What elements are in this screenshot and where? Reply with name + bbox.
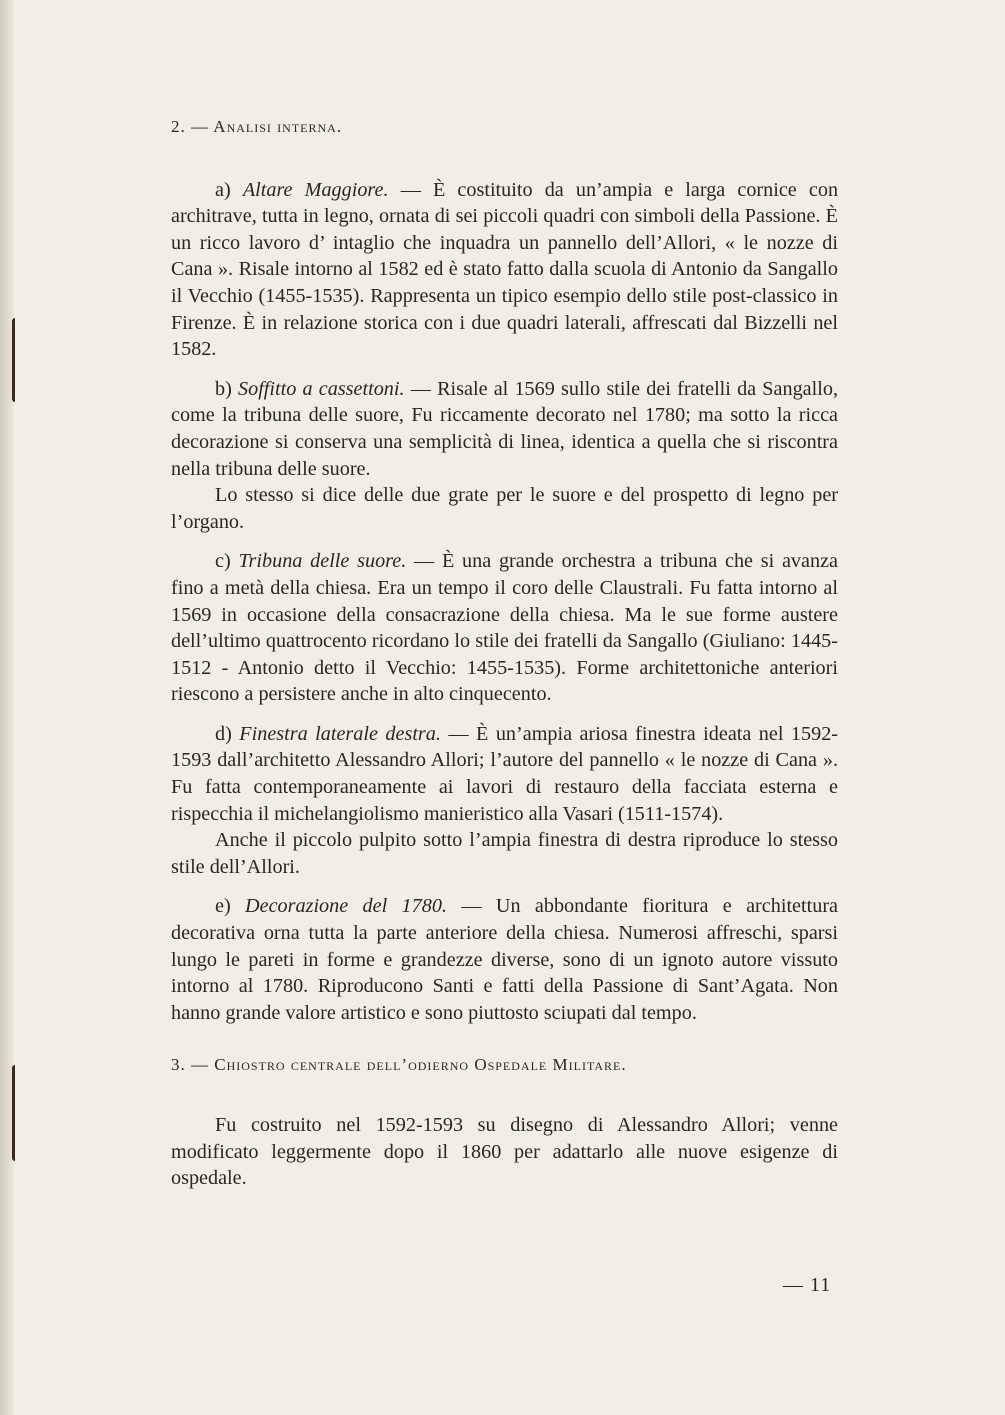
binding-edge [0, 0, 14, 1415]
item-title: Finestra laterale destra. [239, 722, 441, 745]
section-heading-2: 2. — Analisi interna. [171, 117, 343, 136]
page-number: — 11 [783, 1274, 832, 1296]
text-body [171, 108, 838, 1192]
paragraph-tribuna: c) Tribuna delle suore. — È una grande orchestra a tribuna che si avanza fino a metà della chiesa. Era un tempo il coro delle Claustrali. Fu fatta intorno al 1569 in occasione della consacrazione della chiesa. Ma le sue forme austere dell’ultimo quattrocento ricordano lo stile dei fratelli da Sangallo (Giuliano: 1445-1512 - Antonio detto il Vecchio: 1455-1535). Forme architettoniche anteriori riescono a persistere anche in alto cinquecento. [171, 550, 838, 706]
paragraph-soffitto-extra: Lo stesso si dice delle due grate per le suore e del prospetto di legno per l’organo. [171, 484, 838, 533]
paragraph-altare-maggiore: a) Altare Maggiore. — È costituito da un’ampia e larga cornice con architrave, tutta in legno, ornata di sei piccoli quadri con simboli della Passione. È un ricco lavoro d’ intaglio che inquadra un pannello dell’Allori, « le nozze di Cana ». Risale intorno al 1582 ed è stato fatto dalla scuola di Antonio da Sangallo il Vecchio (1455-1535). Rappresenta un tipico esempio dello stile post-classico in Firenze. È in relazione storica con i due quadri laterali, affrescati dal Bizzelli nel 1582. [171, 178, 839, 361]
paragraph-decorazione: e) Decorazione del 1780. — Un abbondante fioritura e architettura decorativa orna tutta la parte anteriore della chiesa. Numerosi affreschi, sparsi lungo le pareti in forme e grandezze diverse, sono di un ignoto autore vissuto intorno al 1780. Riproducono Santi e fatti della Passione di Sant’Agata. Non hanno grande valore artistico e sono piuttosto sciupati dal tempo. [171, 895, 839, 1024]
section-heading-3: 3. — Chiostro centrale dell’odierno Ospedale Militare. [171, 1055, 627, 1075]
item-title: Soffitto a cassettoni. [238, 377, 405, 400]
paragraph-finestra-extra: Anche il piccolo pulpito sotto l’ampia finestra di destra riproduce lo stesso stile dell’Allori. [171, 829, 838, 878]
paragraph-finestra: d) Finestra laterale destra. — È un’ampia ariosa finestra ideata nel 1592-1593 dall’architetto Alessandro Allori; l’autore del pannello « le nozze di Cana ». Fu fatta contemporaneamente ai lavori di restauro della facciata esterna e rispecchia il michelangiolismo manieristico alla Vasari (1511-1574). [171, 722, 839, 825]
item-title: Decorazione del 1780. [245, 895, 447, 918]
paragraph-soffitto: b) Soffitto a cassettoni. — Risale al 1569 sullo stile dei fratelli da Sangallo, come la tribuna delle suore, Fu riccamente decorato nel 1780; ma sotto la ricca decorazione si conserva una semplicità di linea, identica a quella che si riscontra nella tribuna delle suore. [171, 377, 838, 480]
item-title: Altare Maggiore. [242, 178, 389, 201]
binding-stitch-bottom [12, 1065, 21, 1161]
item-title: Tribuna delle suore. [238, 550, 407, 573]
binding-stitch-top [12, 318, 21, 402]
paragraph-chiostro: Fu costruito nel 1592-1593 su disegno di Alessandro Allori; venne modificato leggermente dopo il 1860 per adattarlo alle nuove esigenze di ospedale. [171, 1114, 838, 1190]
